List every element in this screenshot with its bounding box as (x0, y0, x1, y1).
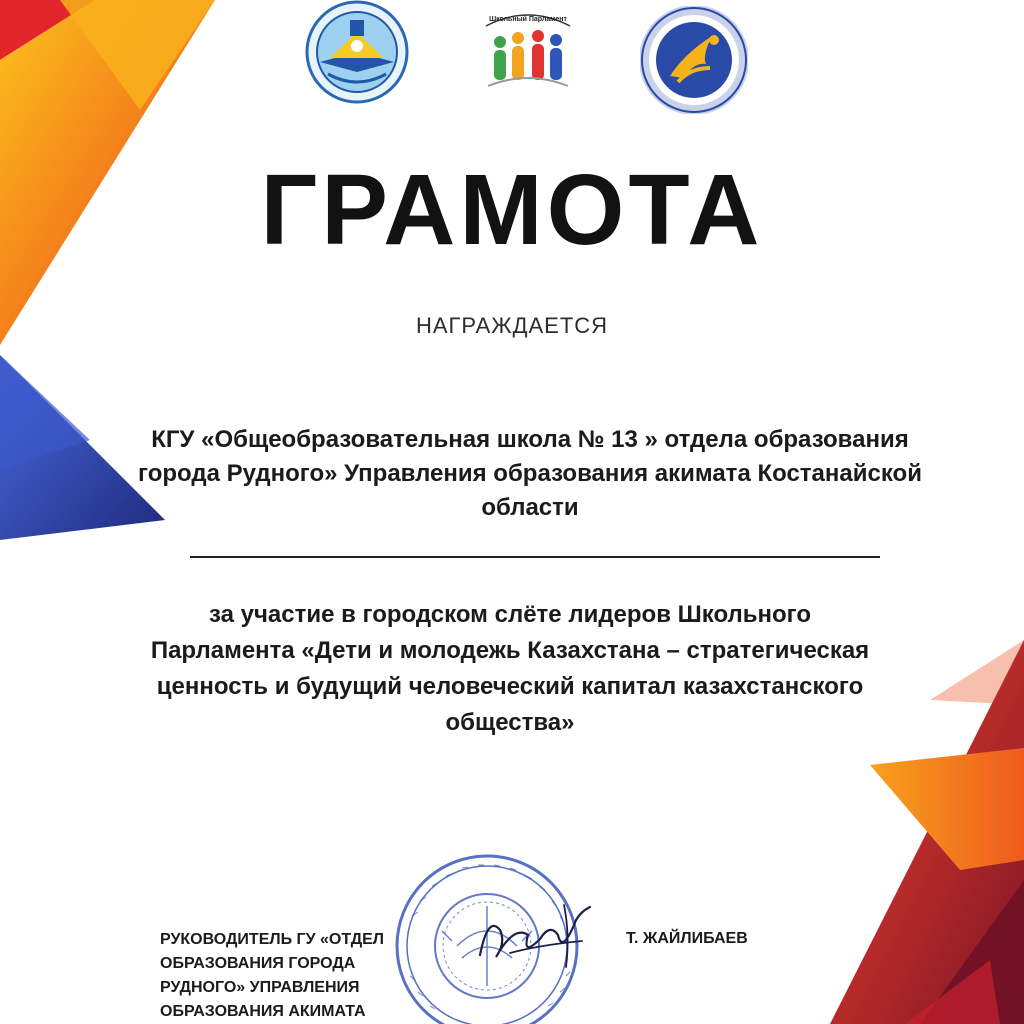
school-parliament-icon (478, 0, 578, 92)
svg-text:Школьный Парламент: Школьный Парламент (489, 16, 567, 23)
decor-shard-right-orange (870, 748, 1024, 870)
divider-line (190, 556, 880, 558)
signatory-name: Т. ЖАЙЛИБАЕВ (626, 930, 748, 947)
recipient-name: КГУ «Общеобразовательная школа № 13 » отдела образования города Рудного» Управления образования акимата Костанайской области (138, 426, 922, 521)
education-emblem-icon (300, 0, 414, 104)
award-reason: за участие в городском слёте лидеров Школьного Парламента «Дети и молодежь Казахстана – стратегическая ценность и будущий человеческий капитал казахстанского общества» (150, 601, 870, 736)
awarded-label: НАГРАЖДАЕТСЯ (415, 313, 609, 338)
signatory-position: РУКОВОДИТЕЛЬ ГУ «ОТДЕЛ ОБРАЗОВАНИЯ ГОРОДА РУДНОГО» УПРАВЛЕНИЯ ОБРАЗОВАНИЯ АКИМАТА (160, 931, 385, 1020)
youth-bird-emblem-icon (640, 6, 748, 114)
handwritten-signature-icon (470, 895, 605, 975)
certificate-title: ГРАМОТА (260, 154, 764, 266)
